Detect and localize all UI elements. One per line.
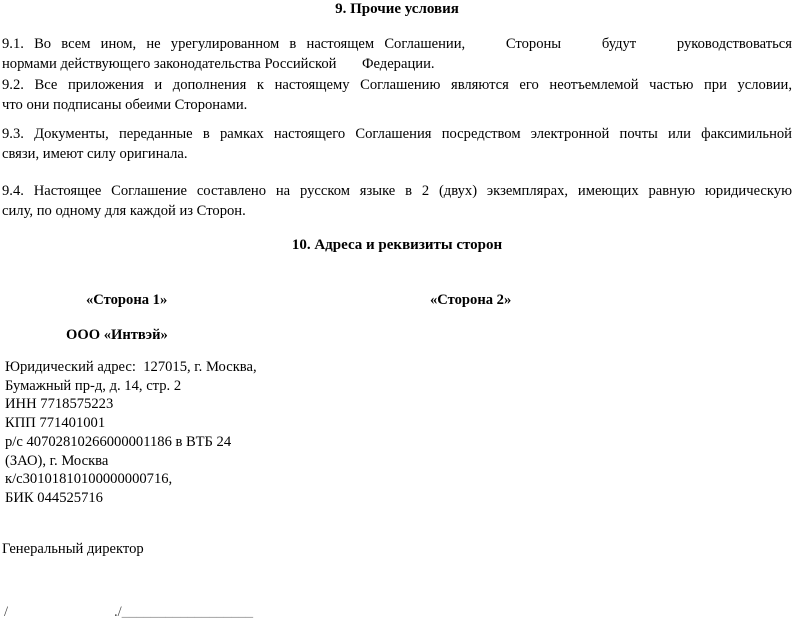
signature-slash: /	[4, 604, 9, 620]
clause-9-3	[2, 124, 792, 165]
signature-dot-slash-underline	[114, 604, 253, 621]
clause-9-2-line-1: 9.2. Все приложения и дополнения к настоящему Соглашению являются его неотъемлемой частью при условии,	[2, 76, 792, 93]
clause-9-4-line-1: 9.4. Настоящее Соглашение составлено на русском языке в 2 (двух) экземплярах, имеющих равную юридическую	[2, 183, 792, 199]
requisite-line: ИНН 7718575223	[5, 396, 114, 413]
requisite-line: БИК 044525716	[5, 489, 103, 506]
parties-row	[2, 292, 792, 308]
signature-role-title: Генеральный директор	[2, 541, 144, 557]
clause-9-1-line-2: нормами действующего законодательства Российской Федерации.	[2, 56, 435, 73]
clause-9-3-line-2: связи, имеют силу оригинала.	[2, 146, 188, 163]
requisite-line: р/с 40702810266000001186 в ВТБ 24	[5, 433, 232, 450]
clause-9-1-line-1: 9.1. Во всем ином, не урегулированном в настоящем Соглашении, Стороны будут руководствоваться	[2, 36, 792, 52]
section-10-heading: 10. Адреса и реквизиты сторон	[291, 237, 503, 253]
signature-line-row	[2, 604, 792, 626]
section-9-heading: 9. Прочие условия	[335, 1, 459, 17]
requisite-line: (ЗАО), г. Москва	[5, 452, 109, 469]
clauses-9-1-9-2	[2, 34, 792, 115]
clause-9-3-line-1: 9.3. Документы, переданные в рамках настоящего Соглашения посредством электронной почты или факсимильной	[2, 126, 792, 142]
party-1-requisites	[5, 358, 792, 508]
signature-dot-slash: ./	[114, 604, 122, 620]
clause-9-4-line-2: силу, по одному для каждой из Сторон.	[2, 203, 246, 220]
party-1-label: «Сторона 1»	[86, 292, 168, 308]
requisite-line: Юридический адрес: 127015, г. Москва,	[5, 359, 257, 375]
requisite-line: к/с30101810100000000716,	[5, 471, 173, 488]
signature-underline: __________________	[121, 604, 254, 620]
party-1-company-name: ООО «Интвэй»	[66, 327, 168, 343]
requisite-line: Бумажный пр-д, д. 14, стр. 2	[5, 377, 182, 394]
requisite-line: КПП 771401001	[5, 415, 106, 432]
clause-9-4	[2, 181, 792, 222]
clause-9-2-line-2: что они подписаны обеими Сторонами.	[2, 96, 248, 113]
party-2-label: «Сторона 2»	[430, 292, 512, 308]
